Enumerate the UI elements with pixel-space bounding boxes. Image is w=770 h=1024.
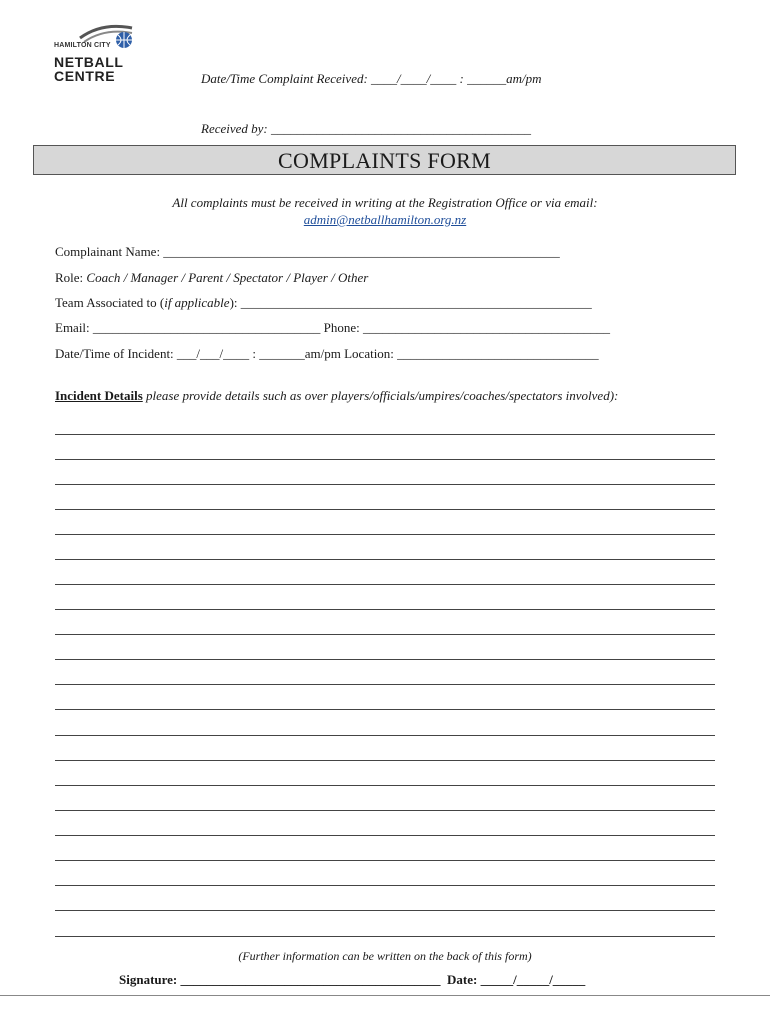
role-options: Coach / Manager / Parent / Spectator / Player / Other — [86, 270, 369, 285]
writing-line[interactable] — [55, 936, 715, 937]
writing-line[interactable] — [55, 735, 715, 736]
writing-line[interactable] — [55, 785, 715, 786]
writing-line[interactable] — [55, 835, 715, 836]
writing-line[interactable] — [55, 659, 715, 660]
team-applicable: if applicable — [164, 295, 230, 310]
writing-line[interactable] — [55, 434, 715, 435]
email-link[interactable]: admin@netballhamilton.org.nz — [303, 212, 467, 227]
writing-line[interactable] — [55, 584, 715, 585]
writing-line[interactable] — [55, 684, 715, 685]
page-bottom-divider — [0, 995, 770, 996]
team-prefix: Team Associated to ( — [55, 295, 165, 310]
writing-line[interactable] — [55, 559, 715, 560]
writing-line[interactable] — [55, 484, 715, 485]
writing-line[interactable] — [55, 459, 715, 460]
writing-line[interactable] — [55, 634, 715, 635]
netball-centre-logo — [54, 22, 134, 84]
writing-line[interactable] — [55, 760, 715, 761]
received-by-field[interactable]: Received by: ________________________________________ — [201, 121, 532, 136]
logo-line-1: NETBALL — [54, 54, 124, 70]
writing-line[interactable] — [55, 609, 715, 610]
signature-date-field[interactable]: Signature: ________________________________________ Date: _____/_____/_____ — [119, 972, 586, 987]
instructions-text: All complaints must be received in writing at the Registration Office or via email: — [172, 195, 598, 210]
incident-details-label: Incident Details — [55, 388, 143, 403]
further-info-note: (Further information can be written on the back of this form) — [238, 949, 532, 963]
writing-line[interactable] — [55, 910, 715, 911]
writing-line[interactable] — [55, 709, 715, 710]
logo-small-text: HAMILTON CITY — [54, 42, 111, 49]
team-suffix: ): ______________________________________________________ — [229, 295, 592, 310]
writing-line[interactable] — [55, 885, 715, 886]
team-field[interactable] — [55, 295, 592, 311]
writing-line[interactable] — [55, 534, 715, 535]
incident-details-heading — [55, 387, 715, 404]
incident-details-hint: please provide details such as over players/officials/umpires/coaches/spectators involved): — [142, 388, 619, 403]
logo-line-2: CENTRE — [54, 68, 116, 84]
email-phone-field[interactable]: Email: ___________________________________ Phone: ______________________________________ — [55, 320, 611, 335]
writing-line[interactable] — [55, 860, 715, 861]
role-field[interactable] — [55, 270, 368, 286]
instructions-email-line — [0, 212, 770, 228]
writing-line[interactable] — [55, 509, 715, 510]
complainant-name-field[interactable]: Complainant Name: _____________________________________________________________ — [55, 244, 560, 259]
writing-line[interactable] — [55, 810, 715, 811]
incident-datetime-location-field[interactable]: Date/Time of Incident: ___/___/____ : _______am/pm Location: _______________________________ — [55, 346, 599, 361]
page-title: COMPLAINTS FORM — [33, 145, 736, 175]
role-label: Role: — [55, 270, 87, 285]
received-datetime-field[interactable]: Date/Time Complaint Received: ____/____/____ : ______am/pm — [201, 71, 542, 86]
